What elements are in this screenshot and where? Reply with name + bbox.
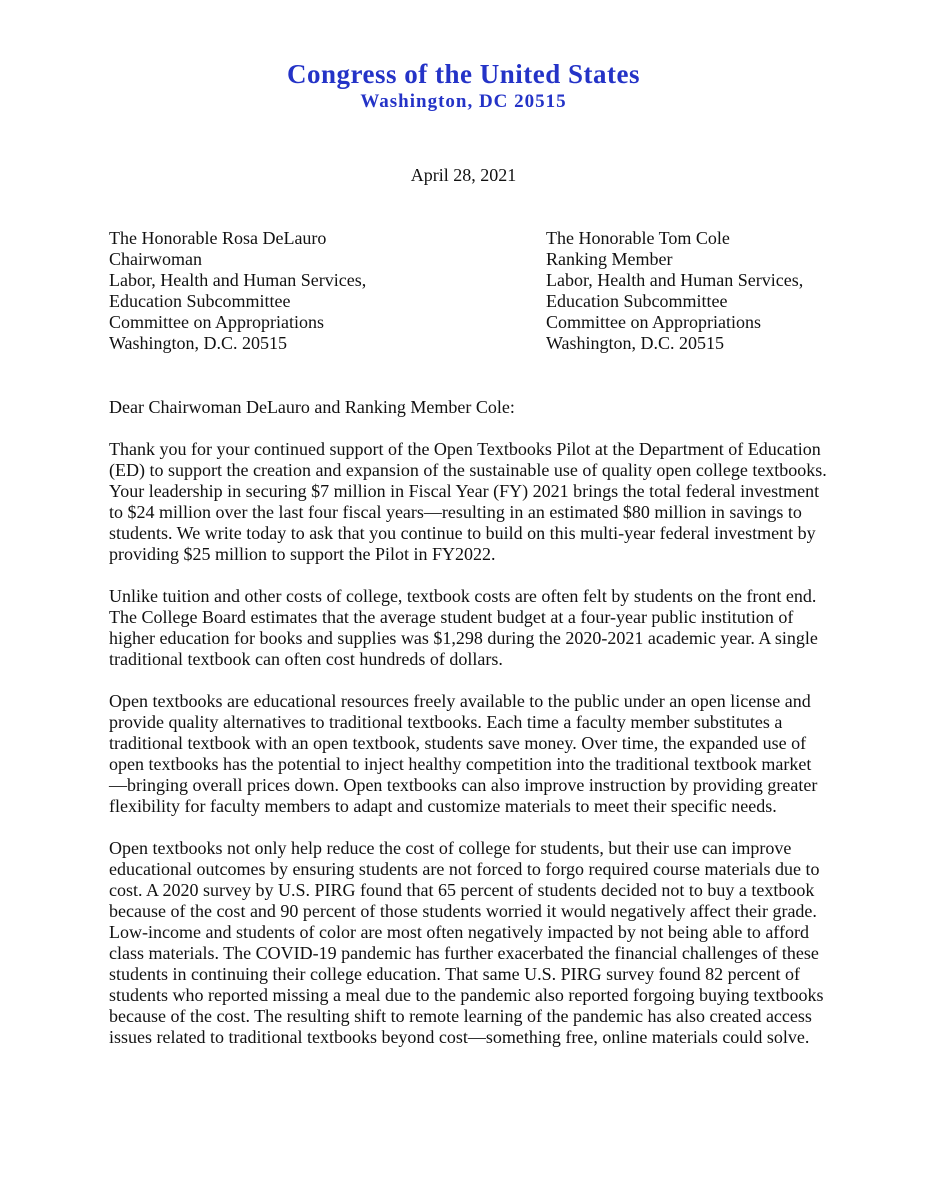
- body-paragraph-2: Unlike tuition and other costs of college, textbook costs are often felt by students on the front end. The College Board estimates that the average student budget at a four-year public institution of higher education for books and supplies was $1,298 during the 2020-2021 academic year. A single traditional textbook can often cost hundreds of dollars.: [109, 586, 818, 669]
- recipient-line: Committee on Appropriations: [546, 312, 761, 332]
- body-paragraph-3: Open textbooks are educational resources freely available to the public under an open license and provide quality alternatives to traditional textbooks. Each time a faculty member substitutes a traditional textbook with an open textbook, students save money. Over time, the expanded use of open textbooks has the potential to inject healthy competition into the traditional textbook market—bringing overall prices down. Open textbooks can also improve instruction by providing greater flexibility for faculty members to adapt and customize materials to meet their specific needs.: [109, 691, 818, 816]
- recipient-line: The Honorable Tom Cole: [546, 228, 730, 248]
- letterhead-address: Washington, DC 20515: [360, 91, 567, 112]
- body-paragraph-4: Open textbooks not only help reduce the cost of college for students, but their use can improve educational outcomes by ensuring students are not forced to forgo required course materials due to cost. A 2020 survey by U.S. PIRG found that 65 percent of students decided not to buy a textbook because of the cost and 90 percent of those students worried it would negatively affect their grade. Low-income and students of color are most often negatively impacted by not being able to afford class materials. The COVID-19 pandemic has further exacerbated the financial challenges of these students in continuing their college education. That same U.S. PIRG survey found 82 percent of students who reported missing a meal due to the pandemic also reported forgoing buying textbooks because of the cost. The resulting shift to remote learning of the pandemic has also created access issues related to traditional textbooks beyond cost—something free, online materials could solve.: [109, 838, 824, 1047]
- recipient-line: Labor, Health and Human Services,: [109, 270, 367, 290]
- letter-date: April 28, 2021: [410, 165, 517, 185]
- recipient-line: Education Subcommittee: [546, 291, 728, 311]
- recipient-address-left: [109, 228, 366, 354]
- recipient-line: Ranking Member: [546, 249, 673, 269]
- body-paragraph-1: Thank you for your continued support of the Open Textbooks Pilot at the Department of Education (ED) to support the creation and expansion of the sustainable use of quality open college textbooks. Your leadership in securing $7 million in Fiscal Year (FY) 2021 brings the total federal investment to $24 million over the last four fiscal years—resulting in an estimated $80 million in savings to students. We write today to ask that you continue to build on this multi-year federal investment by providing $25 million to support the Pilot in FY2022.: [109, 439, 827, 564]
- recipient-line: Labor, Health and Human Services,: [546, 270, 804, 290]
- recipient-line: The Honorable Rosa DeLauro: [109, 228, 327, 248]
- recipient-line: Chairwoman: [109, 249, 202, 269]
- recipient-line: Washington, D.C. 20515: [109, 333, 288, 353]
- recipient-line: Education Subcommittee: [109, 291, 291, 311]
- letter-body: [109, 397, 829, 1069]
- letterhead: [0, 58, 927, 114]
- letterhead-title: Congress of the United States: [287, 59, 640, 89]
- recipient-line: Washington, D.C. 20515: [546, 333, 725, 353]
- recipient-line: Committee on Appropriations: [109, 312, 324, 332]
- salutation: Dear Chairwoman DeLauro and Ranking Member Cole:: [109, 397, 515, 417]
- recipient-address-right: [546, 228, 803, 354]
